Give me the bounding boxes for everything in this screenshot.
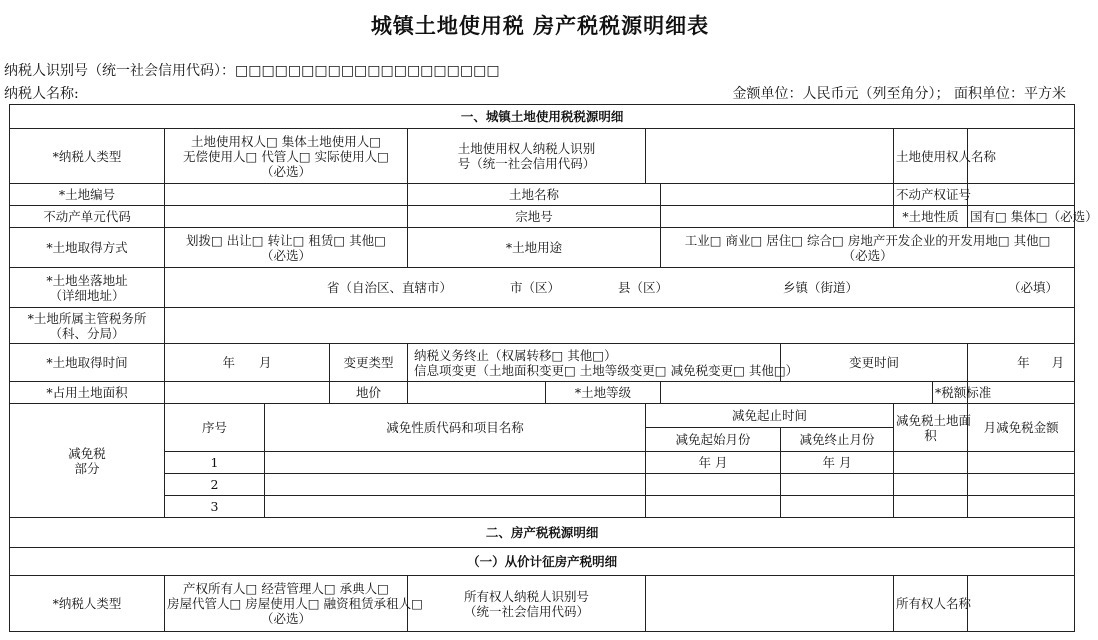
relief-row-3-seq: 3 bbox=[165, 496, 265, 518]
address-county: 县（区） bbox=[617, 280, 668, 295]
parcel-no-label: 宗地号 bbox=[408, 206, 661, 228]
owner-id-label bbox=[408, 576, 646, 632]
land-user-id-field[interactable] bbox=[646, 129, 894, 184]
s2-taxpayer-type-label: *纳税人类型 bbox=[10, 576, 165, 632]
land-name-field[interactable] bbox=[661, 184, 894, 206]
land-user-id-label-l1: 土地使用权人纳税人识别 bbox=[457, 141, 596, 156]
relief-row-2-area[interactable] bbox=[894, 474, 968, 496]
relief-row-3-start[interactable] bbox=[646, 496, 781, 518]
relief-part-label-l1: 减免税 bbox=[68, 445, 106, 461]
change-time-field[interactable]: 年 月 bbox=[968, 344, 1075, 382]
relief-area-header-l1: 减免税土地面 bbox=[896, 412, 972, 428]
land-user-id-label bbox=[408, 129, 646, 184]
address-label-l2: （详细地址） bbox=[49, 287, 125, 303]
s1-taxpayer-type-required: （必选） bbox=[260, 163, 311, 179]
land-price-field[interactable] bbox=[408, 382, 546, 404]
land-user-id-label-l2: 号（统一社会信用代码） bbox=[457, 156, 596, 171]
relief-row-2-amount[interactable] bbox=[968, 474, 1075, 496]
relief-row-2-end[interactable] bbox=[781, 474, 894, 496]
relief-start-header: 减免起始月份 bbox=[646, 428, 781, 452]
land-use-options-text: 工业□ 商业□ 居住□ 综合□ 房地产开发企业的开发用地□ 其他□ bbox=[684, 232, 1051, 248]
address-city: 市（区） bbox=[509, 280, 560, 295]
monthly-relief-header: 月减免税金额 bbox=[968, 404, 1075, 452]
relief-row-2-start[interactable] bbox=[646, 474, 781, 496]
s2-options-l1: 产权所有人□ 经营管理人□ 承典人□ bbox=[183, 581, 389, 596]
relief-row-3-end[interactable] bbox=[781, 496, 894, 518]
relief-row-1-seq: 1 bbox=[165, 452, 265, 474]
land-grade-label: *土地等级 bbox=[546, 382, 661, 404]
relief-area-header bbox=[894, 404, 972, 452]
owner-name-field[interactable] bbox=[968, 576, 1075, 632]
relief-seq-header: 序号 bbox=[165, 404, 265, 452]
property-unit-code-label: 不动产单元代码 bbox=[10, 206, 165, 228]
change-type-options[interactable] bbox=[408, 344, 799, 382]
relief-part-label bbox=[10, 404, 165, 518]
owner-id-label-l2: （统一社会信用代码） bbox=[463, 603, 589, 619]
land-use-label: *土地用途 bbox=[408, 228, 661, 268]
land-name-label: 土地名称 bbox=[408, 184, 661, 206]
address-field[interactable] bbox=[165, 268, 1075, 308]
relief-row-2-seq: 2 bbox=[165, 474, 265, 496]
s1-taxpayer-type-label: *纳税人类型 bbox=[10, 129, 165, 184]
tax-source-table bbox=[9, 104, 1098, 632]
taxpayer-id-line bbox=[4, 60, 500, 80]
property-cert-field[interactable] bbox=[968, 184, 1075, 206]
s2-taxpayer-type-options[interactable] bbox=[165, 576, 423, 632]
tax-standard-label: *税额标准 bbox=[933, 382, 968, 404]
change-type-l2: 信息项变更（土地面积变更□ 土地等级变更□ 减免税变更□ 其他□） bbox=[414, 362, 799, 378]
relief-code-header: 减免性质代码和项目名称 bbox=[265, 404, 646, 452]
land-nature-options[interactable]: 国有□ 集体□（必选） bbox=[968, 206, 1075, 228]
tax-office-field[interactable] bbox=[165, 308, 1075, 344]
relief-area-header-l2: 积 bbox=[924, 427, 937, 443]
land-no-label: *土地编号 bbox=[10, 184, 165, 206]
relief-row-3-code[interactable] bbox=[265, 496, 646, 518]
relief-period-header: 减免起止时间 bbox=[646, 404, 894, 428]
land-nature-label: *土地性质 bbox=[894, 206, 968, 228]
address-town: 乡镇（街道） bbox=[782, 280, 858, 295]
owner-name-label: 所有权人名称 bbox=[894, 576, 968, 632]
relief-row-3-amount[interactable] bbox=[968, 496, 1075, 518]
land-use-options[interactable] bbox=[661, 228, 1075, 268]
acquire-method-required: （必选） bbox=[260, 247, 311, 263]
address-required: （必填） bbox=[1007, 280, 1058, 295]
relief-row-1-amount[interactable] bbox=[968, 452, 1075, 474]
tax-office-label bbox=[10, 308, 165, 344]
occupied-area-field[interactable] bbox=[165, 382, 330, 404]
relief-row-3-area[interactable] bbox=[894, 496, 968, 518]
s2-required: （必选） bbox=[260, 611, 311, 626]
relief-row-1-area[interactable] bbox=[894, 452, 968, 474]
relief-end-header: 减免终止月份 bbox=[781, 428, 894, 452]
taxpayer-name-label: 纳税人名称: bbox=[4, 86, 79, 102]
tax-office-label-l2: （科、分局） bbox=[49, 325, 125, 341]
change-type-l1: 纳税义务终止（权属转移□ 其他□） bbox=[414, 347, 617, 363]
owner-id-field[interactable] bbox=[646, 576, 894, 632]
form-title: 城镇土地使用税 房产税税源明细表 bbox=[370, 14, 710, 38]
change-type-label: 变更类型 bbox=[330, 344, 408, 382]
land-use-required: （必选） bbox=[842, 247, 893, 263]
taxpayer-id-boxes[interactable]: □□□□□□□□□□□□□□□□□□□□ bbox=[235, 63, 500, 79]
parcel-no-field[interactable] bbox=[661, 206, 894, 228]
taxpayer-id-label: 纳税人识别号（统一社会信用代码）： bbox=[4, 63, 235, 79]
acquire-method-options-text: 划拨□ 出让□ 转让□ 租赁□ 其他□ bbox=[186, 232, 386, 248]
relief-row-2-code[interactable] bbox=[265, 474, 646, 496]
relief-row-1-code[interactable] bbox=[265, 452, 646, 474]
property-unit-code-field[interactable] bbox=[165, 206, 408, 228]
section1-title: 一、城镇土地使用税税源明细 bbox=[10, 105, 1075, 129]
change-time-label: 变更时间 bbox=[781, 344, 968, 382]
s2-options-l2: 房屋代管人□ 房屋使用人□ 融资租赁承租人□ bbox=[167, 596, 423, 611]
tax-office-label-l1: *土地所属主管税务所 bbox=[27, 310, 147, 326]
acquire-method-label: *土地取得方式 bbox=[10, 228, 165, 268]
relief-row-1-start[interactable]: 年 月 bbox=[646, 452, 781, 474]
address-label-l1: *土地坐落地址 bbox=[46, 272, 128, 288]
land-no-field[interactable] bbox=[165, 184, 408, 206]
land-grade-field[interactable] bbox=[661, 382, 933, 404]
s1-taxpayer-type-options-l2: 无偿使用人□ 代管人□ 实际使用人□ bbox=[183, 148, 389, 164]
acquire-time-label: *土地取得时间 bbox=[10, 344, 165, 382]
property-cert-label: 不动产权证号 bbox=[894, 184, 968, 206]
units-note: 金额单位：人民币元（列至角分）； 面积单位：平方米 bbox=[732, 86, 1066, 102]
relief-row-1-end[interactable]: 年 月 bbox=[781, 452, 894, 474]
acquire-method-options[interactable] bbox=[165, 228, 408, 268]
section2-title: 二、房产税税源明细 bbox=[10, 518, 1075, 548]
section2-subtitle: （一）从价计征房产税明细 bbox=[10, 548, 1075, 576]
acquire-time-field[interactable]: 年 月 bbox=[165, 344, 330, 382]
s1-taxpayer-type-options[interactable] bbox=[165, 129, 408, 184]
relief-part-label-l2: 部分 bbox=[74, 460, 100, 476]
address-province: 省（自治区、直辖市） bbox=[326, 280, 452, 295]
land-price-label: 地价 bbox=[330, 382, 408, 404]
occupied-area-label: *占用土地面积 bbox=[10, 382, 165, 404]
land-user-name-label: 土地使用权人名称 bbox=[894, 129, 968, 184]
address-label bbox=[10, 268, 165, 308]
s1-taxpayer-type-options-l1: 土地使用权人□ 集体土地使用人□ bbox=[190, 133, 382, 149]
owner-id-label-l1: 所有权人纳税人识别号 bbox=[463, 588, 589, 604]
